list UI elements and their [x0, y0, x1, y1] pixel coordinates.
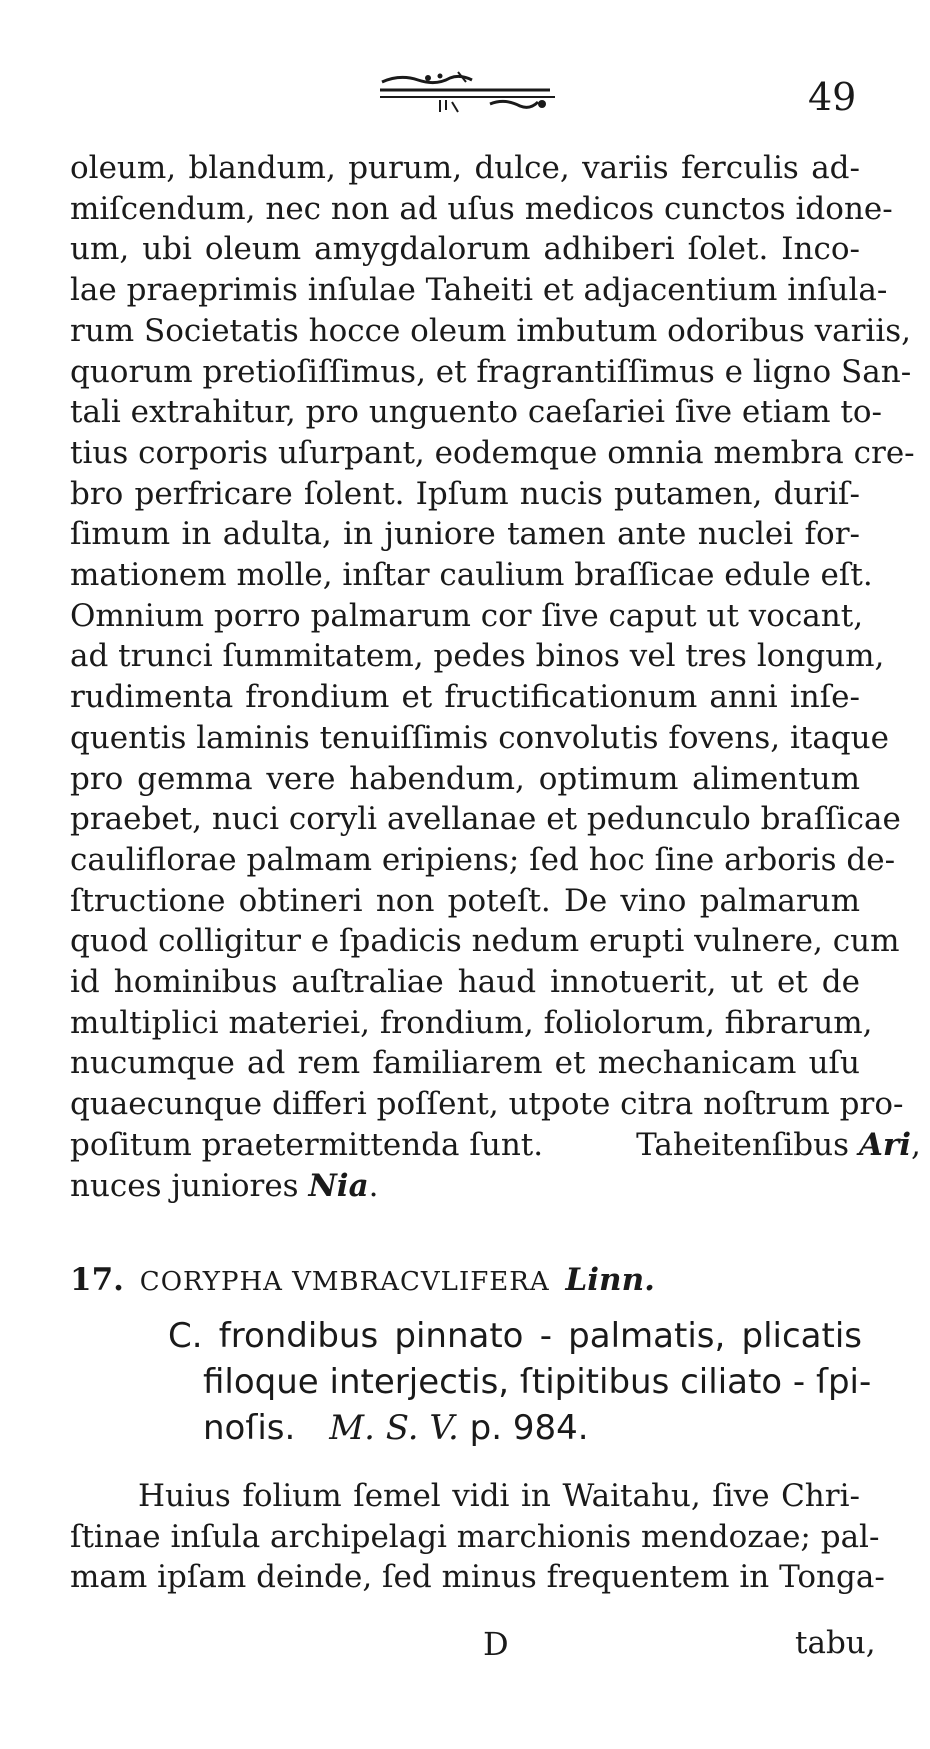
text-line: tali extrahitur, pro unguento caeſariei ſive etiam to- [70, 394, 882, 431]
diagnosis-line: C. frondibus pinnato - palmatis, plicatis [168, 1316, 862, 1356]
diagnosis-line: filoque interjectis, ſtipitibus ciliato - ſpi- [203, 1362, 872, 1402]
text-line: ſtructione obtineri non poteſt. De vino palmarum [70, 882, 860, 919]
text-line: id hominibus auſtraliae haud innotuerit, ut et de [70, 964, 860, 1001]
vernacular-name: Nia [308, 1167, 369, 1204]
text-line-last [70, 1166, 860, 1207]
text-line: ſimum in adulta, in juniore tamen ante nuclei for- [70, 516, 860, 553]
species-author: Linn. [565, 1262, 655, 1298]
text-segment: noſis. [203, 1408, 296, 1448]
text-line: ad trunci ſummitatem, pedes binos vel tres longum, [70, 638, 885, 675]
page-number: 49 [808, 75, 857, 119]
text-line: cauliflorae palmam eripiens; ſed hoc ſine arboris de- [70, 841, 896, 878]
text-line: miſcendum, nec non ad uſus medicos cunctos idone- [70, 190, 893, 227]
vernacular-name: Ari [858, 1126, 912, 1163]
text-line: um, ubi oleum amygdalorum adhiberi ſolet. Inco- [70, 231, 860, 268]
text-line: bro perfricare ſolent. Ipſum nucis putamen, duriſ- [70, 475, 860, 512]
punctuation: , [911, 1126, 921, 1163]
paragraph-main [70, 148, 921, 1206]
text-segment: Taheitenſibus [636, 1126, 859, 1163]
text-segment: poſitum praetermittenda ſunt. [70, 1126, 544, 1163]
catchword: tabu, [795, 1625, 876, 1661]
paragraph-secondary [70, 1476, 885, 1598]
header-ornament-icon [380, 70, 560, 120]
text-line: praebet, nuci coryli avellanae et pedunculo braſſicae [70, 801, 901, 838]
text-line: multiplici materiei, frondium, foliolorum, fibrarum, [70, 1004, 873, 1041]
text-line: quentis laminis tenuiſſimis convolutis fovens, itaque [70, 719, 889, 756]
text-segment: nuces juniores [70, 1167, 309, 1204]
text-line-with-vernacular [70, 1125, 921, 1166]
text-line: lae praeprimis inſulae Taheiti et adjacentium inſula- [70, 272, 888, 309]
text-line: quod colligitur e ſpadicis nedum erupti vulnere, cum [70, 923, 900, 960]
text-line: mationem molle, inſtar caulium braſſicae edule eſt. [70, 557, 873, 594]
text-line: tius corporis uſurpant, eodemque omnia membra cre- [70, 434, 915, 471]
species-number: 17. [70, 1262, 124, 1298]
text-line: rum Societatis hocce oleum imbutum odoribus variis, [70, 312, 911, 349]
text-line: Huius folium ſemel vidi in Waitahu, ſive Chri- [138, 1478, 860, 1514]
diagnosis-line [168, 1405, 862, 1451]
text-line: nucumque ad rem familiarem et mechanicam uſu [70, 1045, 860, 1082]
text-line: pro gemma vere habendum, optimum alimentum [70, 760, 860, 797]
reference-abbrev: M. S. V. [329, 1408, 459, 1448]
species-name: CORYPHA VMBRACVLIFERA [139, 1267, 550, 1297]
species-heading [70, 1262, 860, 1298]
species-diagnosis [168, 1313, 872, 1451]
signature-mark: D [483, 1625, 509, 1663]
text-line: quorum pretioſiſſimus, et fragrantiſſimus e ligno San- [70, 353, 912, 390]
punctuation: . [368, 1167, 379, 1204]
reference-page: p. 984. [469, 1408, 589, 1448]
text-line: mam ipſam deinde, ſed minus frequentem in Tonga- [70, 1559, 885, 1596]
text-line: oleum, blandum, purum, dulce, variis ferculis ad- [70, 150, 860, 186]
text-line: quaecunque differi poſſent, utpote citra noſtrum pro- [70, 1086, 904, 1123]
text-line: rudimenta frondium et fructificationum anni inſe- [70, 679, 860, 716]
text-line: ſtinae inſula archipelagi marchionis mendozae; pal- [70, 1518, 880, 1555]
text-line: Omnium porro palmarum cor ſive caput ut vocant, [70, 597, 864, 634]
